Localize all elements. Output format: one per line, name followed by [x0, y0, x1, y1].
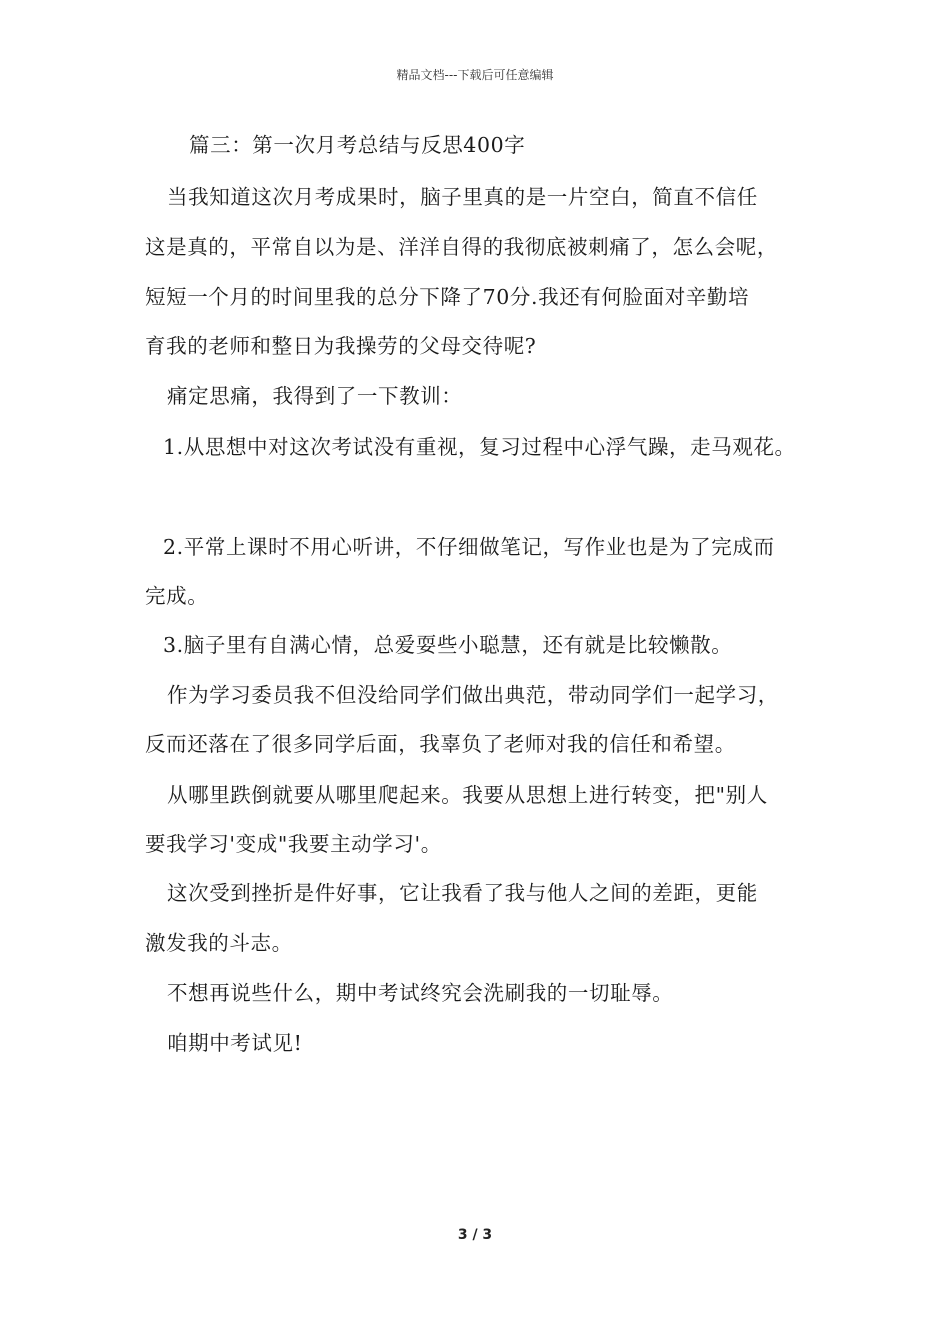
- paragraph-line: 咱期中考试见!: [167, 1031, 303, 1055]
- paragraph-line: 不想再说些什么，期中考试终究会洗刷我的一切耻辱。: [167, 981, 674, 1005]
- paragraph-line: 作为学习委员我不但没给同学们做出典范，带动同学们一起学习，: [167, 683, 779, 707]
- paragraph-line: 要我学习'变成"我要主动学习'。: [145, 832, 442, 856]
- page-number: 3 / 3: [457, 1227, 493, 1243]
- paragraph-line: 当我知道这次月考成果时，脑子里真的是一片空白，简直不信任: [167, 185, 758, 209]
- paragraph-line: 这是真的，平常自以为是、洋洋自得的我彻底被刺痛了，怎么会呢，: [145, 235, 778, 259]
- list-item-continuation: 完成。: [145, 584, 209, 608]
- document-title: 篇三：第一次月考总结与反思400字: [189, 133, 526, 157]
- list-item: 1.从思想中对这次考试没有重视，复习过程中心浮气躁，走马观花。: [163, 435, 796, 459]
- list-item: 2.平常上课时不用心听讲，不仔细做笔记，写作业也是为了完成而: [163, 535, 775, 559]
- paragraph-line: 短短一个月的时间里我的总分下降了70分.我还有何脸面对辛勤培: [145, 285, 750, 309]
- paragraph-line: 痛定思痛，我得到了一下教训：: [167, 384, 463, 408]
- paragraph-line: 从哪里跌倒就要从哪里爬起来。我要从思想上进行转变，把"别人: [167, 783, 768, 807]
- paragraph-line: 这次受到挫折是件好事，它让我看了我与他人之间的差距，更能: [167, 881, 758, 905]
- paragraph-line: 育我的老师和整日为我操劳的父母交待呢?: [145, 334, 537, 358]
- page-header: 精品文档---下载后可任意编辑: [396, 68, 554, 82]
- list-item: 3.脑子里有自满心情，总爱耍些小聪慧，还有就是比较懒散。: [163, 633, 733, 657]
- paragraph-line: 反而还落在了很多同学后面，我辜负了老师对我的信任和希望。: [145, 732, 736, 756]
- paragraph-line: 激发我的斗志。: [145, 931, 293, 955]
